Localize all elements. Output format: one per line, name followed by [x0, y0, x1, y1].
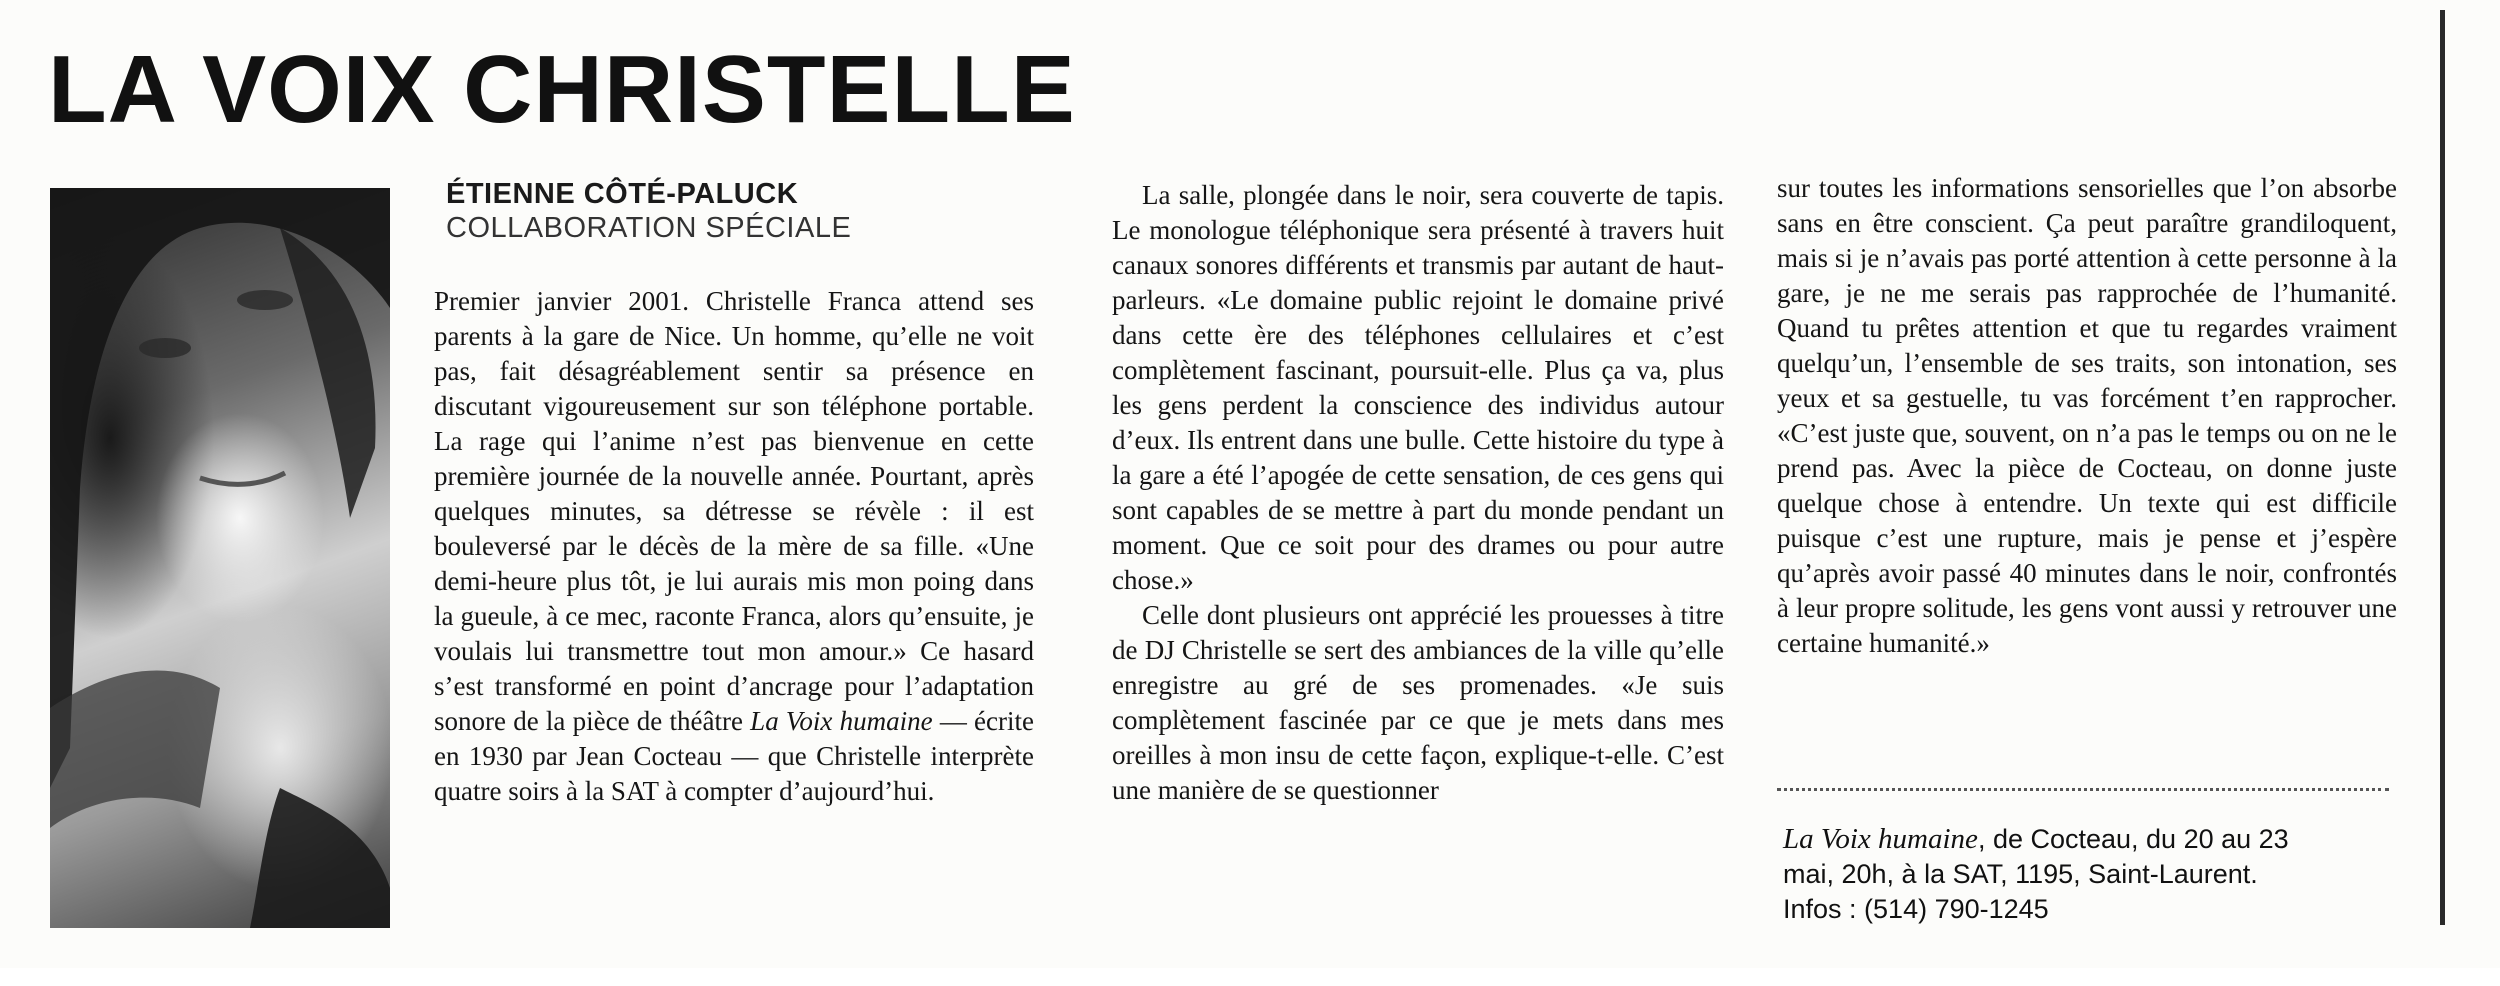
article-column-3 — [1777, 171, 2397, 661]
portrait-photo — [50, 188, 390, 928]
event-info-line-1: La Voix humaine, de Cocteau, du 20 au 23 — [1783, 823, 2289, 855]
paragraph: La salle, plongée dans le noir, sera couverte de tapis. Le monologue téléphonique sera présenté à travers huit canaux sonores différents et transmis par autant de haut-parleurs. «Le domaine public rejoint le domaine privé dans cette ère des téléphones cellulaires et c’est complètement fascinant, poursuit-elle. Plus ça va, plus les gens perdent la conscience des individus autour d’eux. Ils entrent dans une bulle. Cette histoire du type à la gare a été l’apogée de cette sensation, de ces gens qui sont capables de se mettre à part du monde pendant un moment. Que ce soit pour des drames ou pour autre chose.» — [1112, 180, 1724, 595]
paragraph: Celle dont plusieurs ont apprécié les prouesses à titre de DJ Christelle se sert des ambiances de la ville qu’elle enregistre au gré de ses promenades. «Je suis complètement fascinée par ce que je mets dans mes oreilles à mon insu de cette façon, explique-t-elle. C’est une manière de se questionner — [1112, 600, 1724, 805]
paragraph: sur toutes les informations sensorielles que l’on absorbe sans en être conscient. Ça peut paraître grandiloquent, mais si je n’avais pas porté attention à cette personne à la gare, je ne me serais pas rapprochée de l’humanité. Quand tu prêtes attention et que tu regardes vraiment quelqu’un, l’ensemble de ses traits, son intonation, ses yeux et sa gestuelle, tu vas forcément t’en rapprocher. «C’est juste que, souvent, on n’a pas le temps ou on ne le prend pas. Avec la pièce de Cocteau, on donne juste quelque chose à entendre. Un texte qui est difficile puisque c’est une rupture, mais je pense et j’espère qu’après avoir passé 40 minutes dans le noir, confrontés à leur propre solitude, les gens vont aussi y retrouver une certaine humanité.» — [1777, 173, 2397, 658]
event-info-line-3: Infos : (514) 790-1245 — [1783, 894, 2049, 924]
article-column-1 — [434, 284, 1034, 809]
column-rule — [2440, 10, 2445, 925]
dotted-divider — [1777, 788, 2389, 791]
event-info-line-2: mai, 20h, à la SAT, 1195, Saint-Laurent. — [1783, 859, 2258, 889]
article-column-2 — [1112, 178, 1724, 808]
author-name: ÉTIENNE CÔTÉ-PALUCK — [446, 178, 799, 210]
paragraph: Premier janvier 2001. Christelle Franca attend ses parents à la gare de Nice. Un homme, qu’elle ne voit pas, fait désagréablement sentir sa présence en discutant vigoureusement sur son téléphone portable. La rage qui l’anime n’est pas bienvenue en cette première journée de la nouvelle année. Pourtant, après quelques minutes, sa détresse se révèle : il est bouleversé par le décès de la mère de sa fille. «Une demi-heure plus tôt, je lui aurais mis mon poing dans la gueule, à ce mec, raconte Franca, alors qu’ensuite, je voulais lui transmettre tout mon amour.» Ce hasard s’est transformé en point d’ancrage pour l’adaptation sonore de la pièce de théâtre La Voix humaine — écrite en 1930 par Jean Cocteau — que Christelle interprète quatre soirs à la SAT à compter d’aujourd’hui. — [434, 286, 1034, 806]
author-role: COLLABORATION SPÉCIALE — [446, 212, 852, 244]
headline: LA VOIX CHRISTELLE — [48, 36, 1076, 143]
event-info — [1783, 822, 2423, 927]
page-margin — [0, 968, 2500, 986]
portrait-photo-icon — [50, 188, 390, 928]
play-title: La Voix humaine — [750, 706, 933, 736]
event-title: La Voix humaine — [1783, 823, 1978, 855]
